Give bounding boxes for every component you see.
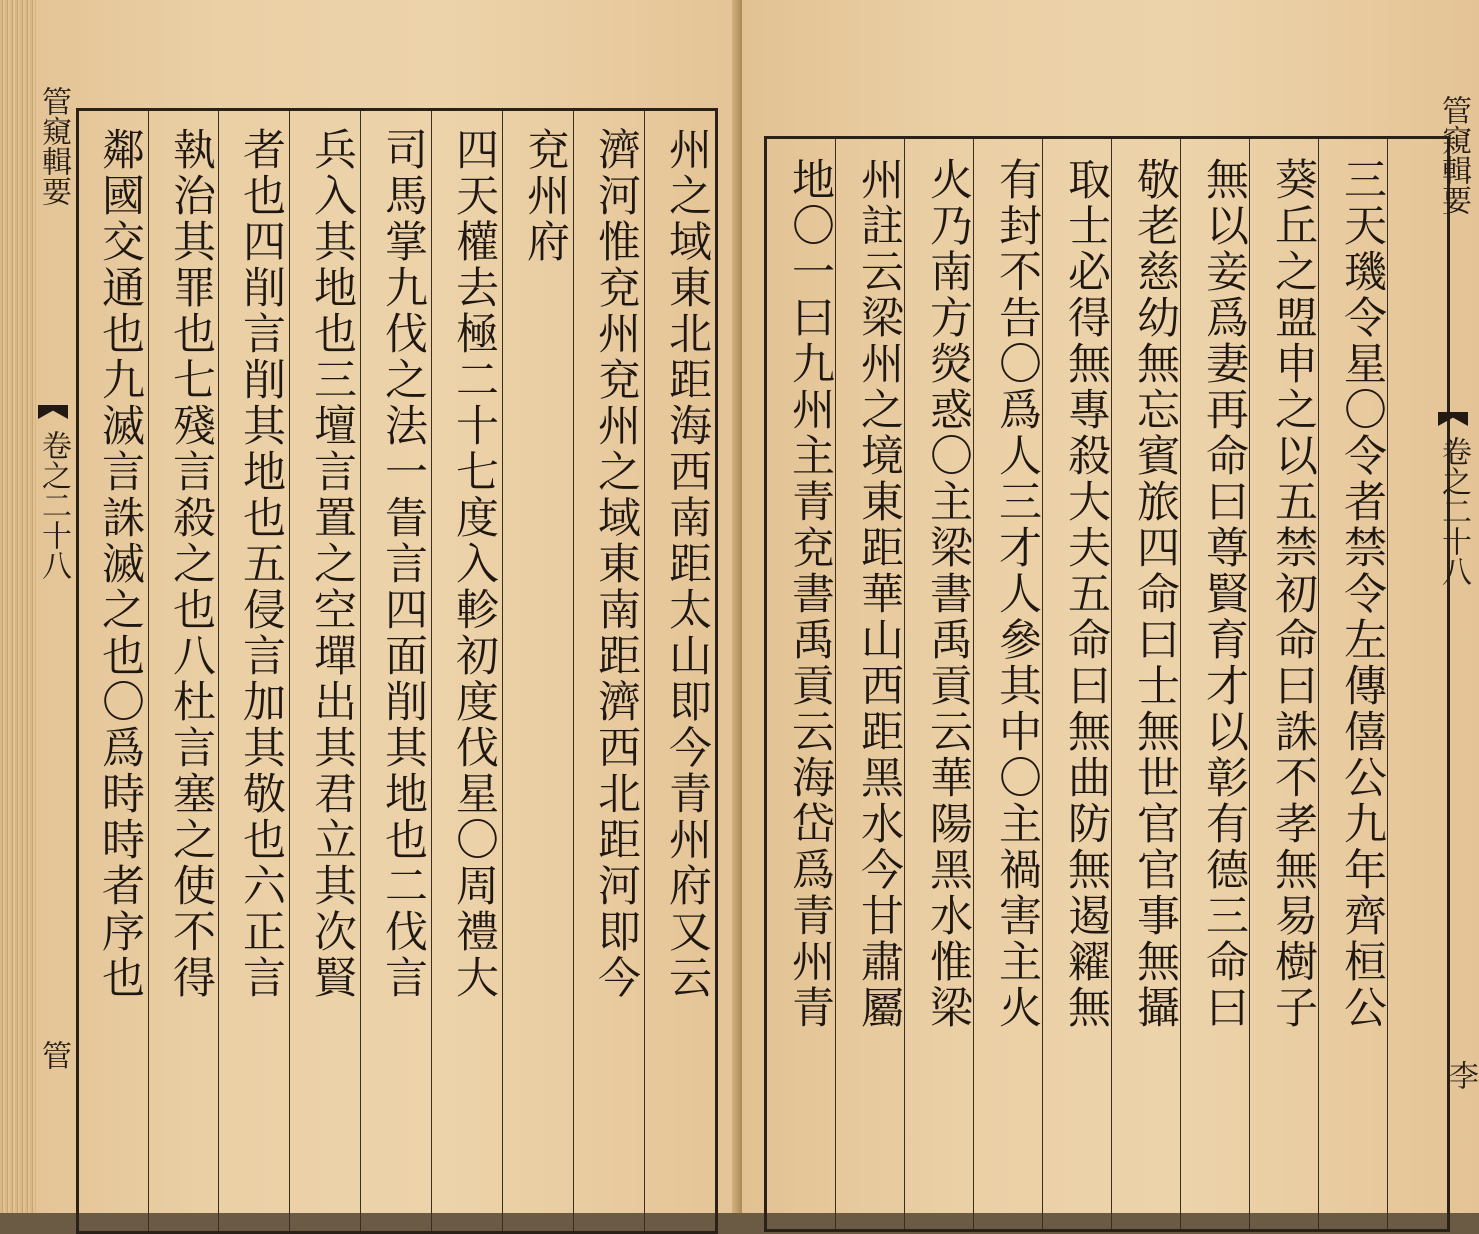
right-folio: 李 bbox=[1443, 1060, 1478, 1090]
left-column-5: 司馬掌九伐之法一眚言四面削其地也二伐言 bbox=[378, 127, 428, 1001]
left-column-7: 者也四削言削其地也五侵言加其敬也六正言 bbox=[236, 127, 286, 1001]
right-column-6: 有封不告〇爲人三才人參其中〇主禍害主火 bbox=[992, 157, 1042, 1031]
page-edges bbox=[0, 0, 36, 1213]
left-column-1: 州之域東北距海西南距太山即今青州府又云 bbox=[662, 127, 712, 1001]
right-text-frame bbox=[764, 136, 1450, 1232]
left-margin-volume: 卷之二十八 bbox=[36, 430, 71, 580]
left-column-8: 執治其罪也七殘言殺之也八杜言塞之使不得 bbox=[166, 127, 216, 1001]
left-margin-extra: 管 bbox=[36, 1040, 71, 1070]
right-column-7: 火乃南方熒惑〇主梁書禹貢云華陽黑水惟梁 bbox=[923, 157, 973, 1031]
left-column-2: 濟河惟兗州兗州之域東南距濟西北距河即今 bbox=[591, 127, 641, 1001]
left-column-4: 四天權去極二十七度入軫初度伐星〇周禮大 bbox=[449, 127, 499, 1001]
left-margin-title: 管窺輯要 bbox=[36, 86, 71, 206]
right-column-8: 州註云梁州之境東距華山西距黑水今甘肅屬 bbox=[854, 157, 904, 1031]
right-page bbox=[742, 0, 1479, 1213]
right-column-2: 葵丘之盟申之以五禁初命曰誅不孝無易樹子 bbox=[1268, 157, 1318, 1031]
left-page bbox=[0, 0, 742, 1213]
right-column-9: 地〇一曰九州主青兗書禹貢云海岱爲青州青 bbox=[785, 157, 835, 1031]
right-column-4: 敬老慈幼無忘賓旅四命曰士無世官官事無攝 bbox=[1130, 157, 1180, 1031]
right-column-1: 三天璣令星〇令者禁令左傳僖公九年齊桓公 bbox=[1337, 157, 1387, 1031]
left-column-6: 兵入其地也三壇言置之空墠出其君立其次賢 bbox=[307, 127, 357, 1001]
right-column-3: 無以妾爲妻再命曰尊賢育才以彰有德三命曰 bbox=[1199, 157, 1249, 1031]
right-column-5: 取士必得無專殺大夫五命曰無曲防無遏糴無 bbox=[1061, 157, 1111, 1031]
left-column-3: 兗州府 bbox=[520, 127, 570, 265]
left-text-frame bbox=[76, 108, 718, 1234]
right-margin-volume: 卷之二十八 bbox=[1436, 436, 1471, 586]
left-column-9: 鄰國交通也九滅言誅滅之也〇爲時時者序也 bbox=[95, 127, 145, 1001]
right-margin-title: 管窺輯要 bbox=[1436, 95, 1471, 215]
